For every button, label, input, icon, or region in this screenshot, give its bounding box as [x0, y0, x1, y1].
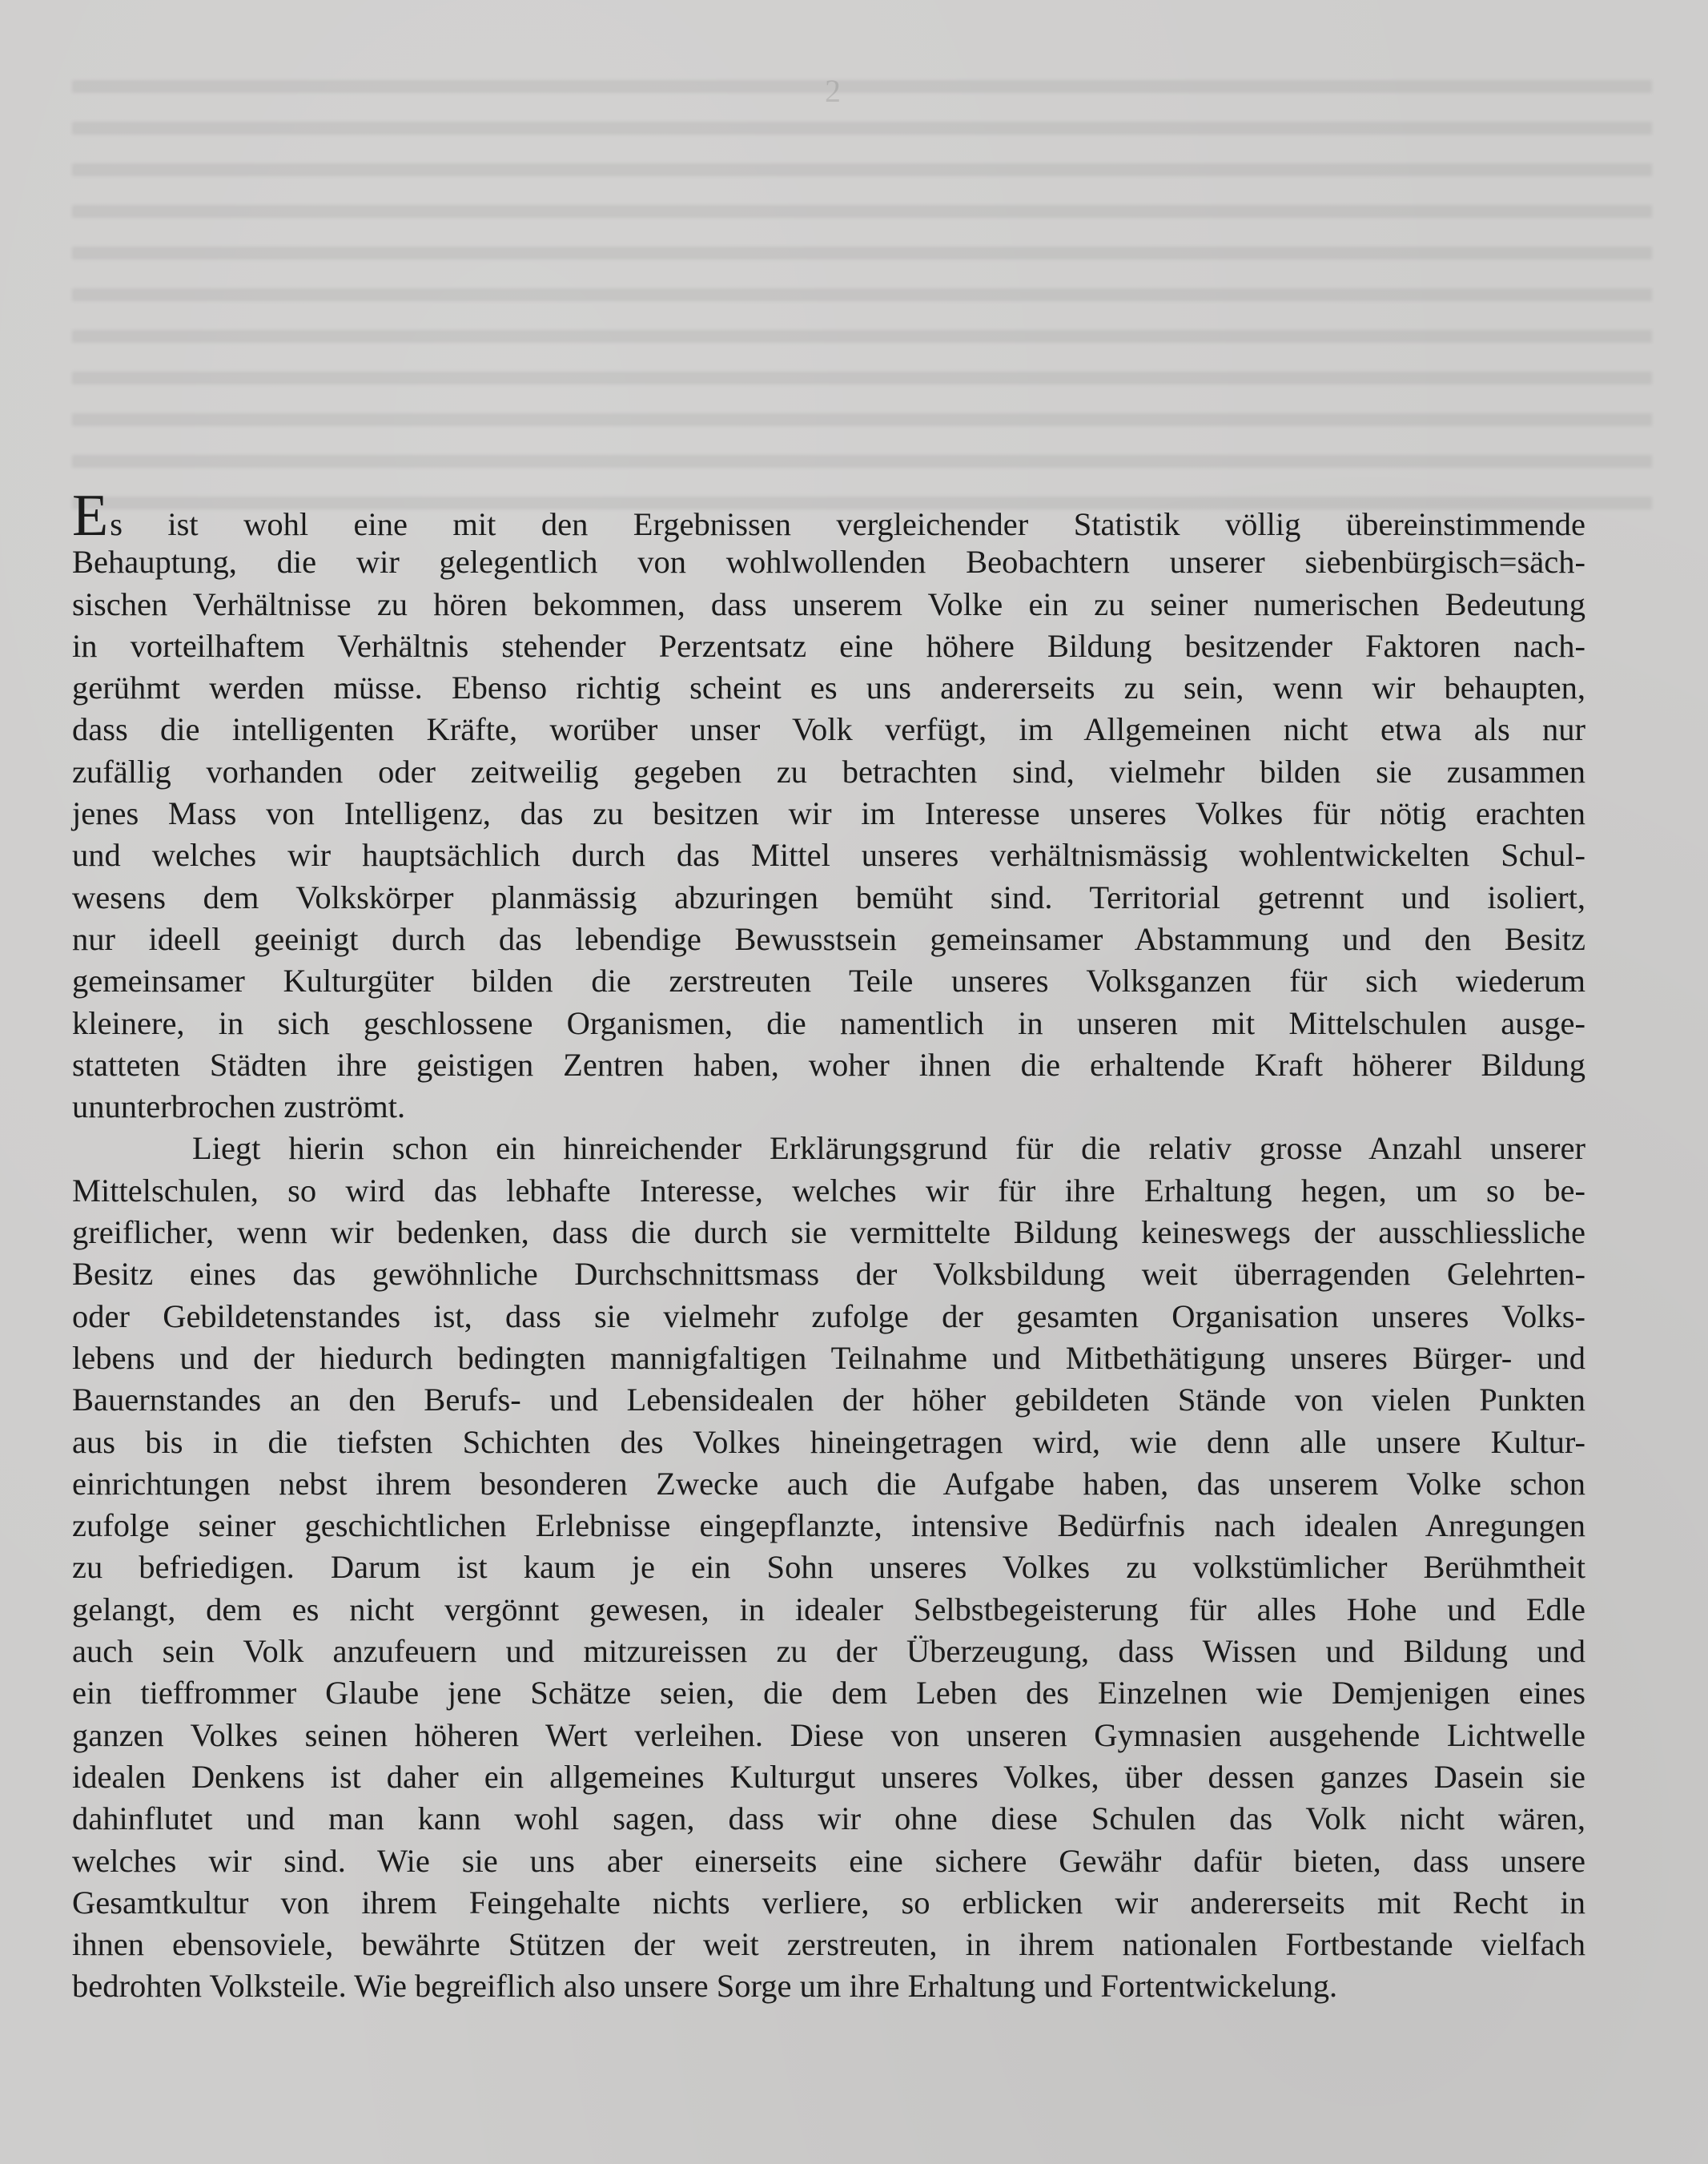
body-text	[72, 483, 1585, 2008]
text-line: statteten Städten ihre geistigen Zentren haben, woher ihnen die erhaltende Kraft höherer Bildung	[72, 1046, 1585, 1083]
text-line: idealen Denkens ist daher ein allgemeines Kulturgut unseres Volkes, über dessen ganzes Dasein sie	[72, 1758, 1585, 1795]
text-line: auch sein Volk anzufeuern und mitzureissen zu der Überzeugung, dass Wissen und Bildung und	[72, 1633, 1585, 1670]
text-line: ein tieffrommer Glaube jene Schätze seien, die dem Leben des Einzelnen wie Demjenigen eines	[72, 1675, 1585, 1711]
text-line: oder Gebildetenstandes ist, dass sie vielmehr zufolge der gesamten Organisation unseres Volks-	[72, 1297, 1585, 1334]
text-line-content: s ist wohl eine mit den Ergebnissen vergleichender Statistik völlig übereinstimmende	[110, 506, 1585, 542]
text-line: kleinere, in sich geschlossene Organismen, die namentlich in unseren mit Mittelschulen ausge-	[72, 1004, 1585, 1041]
text-line: wesens dem Volkskörper planmässig abzuringen bemüht sind. Territorial getrennt und isoliert,	[72, 879, 1585, 915]
show-through-reverse-text	[72, 80, 1652, 529]
page-number: 2	[825, 73, 841, 109]
text-line: zufolge seiner geschichtlichen Erlebnisse eingepflanzte, intensive Bedürfnis nach idealen Anregungen	[72, 1507, 1585, 1544]
text-line: ihnen ebensoviele, bewährte Stützen der weit zerstreuten, in ihrem nationalen Fortbestande vielfach	[72, 1926, 1585, 1963]
text-line: sischen Verhältnisse zu hören bekommen, dass unserem Volke ein zu seiner numerischen Bedeutung	[72, 585, 1585, 622]
text-line: Mittelschulen, so wird das lebhafte Interesse, welches wir für ihre Erhaltung hegen, um so be-	[72, 1172, 1585, 1209]
text-line: bedrohten Volksteile. Wie begreiflich also unsere Sorge um ihre Erhaltung und Fortentwickelung.	[72, 1968, 1338, 2005]
initial-capital: E	[72, 483, 109, 549]
text-line: jenes Mass von Intelligenz, das zu besitzen wir im Interesse unseres Volkes für nötig erachten	[72, 795, 1585, 832]
text-line: gemeinsamer Kulturgüter bilden die zerstreuten Teile unseres Volksganzen für sich wiederum	[72, 963, 1585, 1000]
text-line: lebens und der hiedurch bedingten mannigfaltigen Teilnahme und Mitbethätigung unseres Bürger- und	[72, 1339, 1585, 1376]
text-line: Besitz eines das gewöhnliche Durchschnittsmass der Volksbildung weit überragenden Gelehrten-	[72, 1256, 1585, 1293]
text-line: gerühmt werden müsse. Ebenso richtig scheint es uns andererseits zu sein, wenn wir behaupten,	[72, 670, 1585, 706]
text-line: Bauernstandes an den Berufs- und Lebensidealen der höher gebildeten Stände von vielen Punkten	[72, 1382, 1585, 1418]
text-line: dahinflutet und man kann wohl sagen, dass wir ohne diese Schulen das Volk nicht wären,	[72, 1800, 1585, 1837]
text-line: ununterbrochen zuströmt.	[72, 1088, 406, 1125]
text-line: Liegt hierin schon ein hinreichender Erklärungsgrund für die relativ grosse Anzahl unserer	[192, 1130, 1585, 1167]
paragraph	[72, 1128, 1585, 2007]
text-line: zufällig vorhanden oder zeitweilig gegeben zu betrachten sind, vielmehr bilden sie zusammen	[72, 753, 1585, 790]
text-line: ganzen Volkes seinen höheren Wert verleihen. Diese von unseren Gymnasien ausgehende Lichtwelle	[72, 1716, 1585, 1753]
text-line: Behauptung, die wir gelegentlich von wohlwollenden Beobachtern unserer siebenbürgisch=säch-	[72, 544, 1585, 581]
text-line: gelangt, dem es nicht vergönnt gewesen, in idealer Selbstbegeisterung für alles Hohe und Edle	[72, 1591, 1585, 1627]
text-line: welches wir sind. Wie sie uns aber einerseits eine sichere Gewähr dafür bieten, dass unsere	[72, 1842, 1585, 1879]
text-line: dass die intelligenten Kräfte, worüber unser Volk verfügt, im Allgemeinen nicht etwa als nur	[72, 711, 1585, 748]
text-line: einrichtungen nebst ihrem besonderen Zwecke auch die Aufgabe haben, das unserem Volke schon	[72, 1465, 1585, 1502]
text-line: aus bis in die tiefsten Schichten des Volkes hineingetragen wird, wie denn alle unsere Kultur-	[72, 1423, 1585, 1460]
paragraph	[72, 483, 1585, 1128]
text-line: greiflicher, wenn wir bedenken, dass die durch sie vermittelte Bildung keineswegs der ausschliessliche	[72, 1214, 1585, 1251]
text-line: nur ideell geeinigt durch das lebendige Bewusstsein gemeinsamer Abstammung und den Besitz	[72, 920, 1585, 957]
text-line: zu befriedigen. Darum ist kaum je ein Sohn unseres Volkes zu volkstümlicher Berühmtheit	[72, 1549, 1585, 1586]
text-line: und welches wir hauptsächlich durch das Mittel unseres verhältnismässig wohlentwickelten Schul-	[72, 837, 1585, 874]
text-line: Gesamtkultur von ihrem Feingehalte nichts verliere, so erblicken wir andererseits mit Recht in	[72, 1884, 1585, 1921]
text-line	[72, 483, 1585, 549]
text-line: in vorteilhaftem Verhältnis stehender Perzentsatz eine höhere Bildung besitzender Faktoren nach-	[72, 627, 1585, 664]
